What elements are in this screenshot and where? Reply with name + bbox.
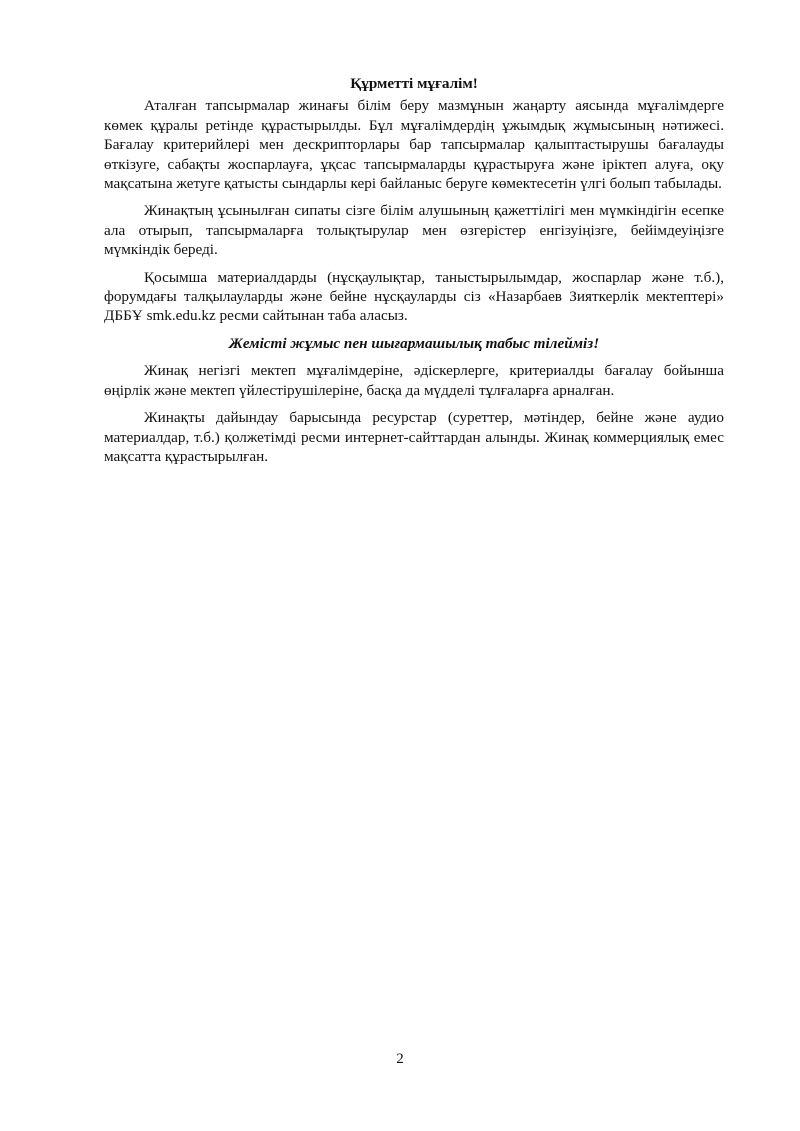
document-page	[104, 74, 724, 474]
page-heading: Құрметті мұғалім!	[350, 75, 478, 92]
wishes-heading: Жемісті жұмыс пен шығармашылық табыс тілейміз!	[228, 334, 600, 352]
page-number: 2	[396, 1051, 404, 1067]
paragraph-adaptation: Жинақтың ұсынылған сипаты сізге білім алушының қажеттілігі мен мүмкіндігін есепке ала отырып, тапсырмаларға толықтырулар мен өзгерістер енгізуіңізге, бейімдеуіңізге мүмкіндік береді.	[104, 202, 724, 259]
paragraph-materials: Қосымша материалдарды (нұсқаулықтар, таныстырылымдар, жоспарлар және т.б.), форумдағы талқылауларды және бейне нұсқауларды сіз «Назарбаев Зияткерлік мектептері» ДББҰ smk.edu.kz ресми сайтынан таба аласыз.	[104, 268, 724, 325]
paragraph-resources: Жинақты дайындау барысында ресурстар (суреттер, мәтіндер, бейне және аудио материалдар, т.б.) қолжетімді ресми интернет-сайттардан алынды. Жинақ коммерциялық емес мақсатта құрастырылған.	[104, 409, 724, 465]
paragraph-purpose: Аталған тапсырмалар жинағы білім беру мазмұнын жаңарту аясында мұғалімдерге көмек құралы ретінде құрастырылды. Бұл мұғалімдердің ұжымдық жұмысының нәтижесі. Бағалау критерийлері мен дескрипторлары бар тапсырмалар қалыптастырушы бағалауды өткізуге, сабақты жоспарлауға, ұқсас тапсырмаларды құрастыруға және іріктеп алуға, оқу мақсатына жетуге қатысты сындарлы кері байланыс беруге көмектесетін үлгі болып табылады.	[104, 97, 724, 193]
paragraph-audience: Жинақ негізгі мектеп мұғалімдеріне, әдіскерлерге, критериалды бағалау бойынша өңірлік және мектеп үйлестірушілеріне, басқа да мүдделі тұлғаларға арналған.	[104, 362, 724, 399]
